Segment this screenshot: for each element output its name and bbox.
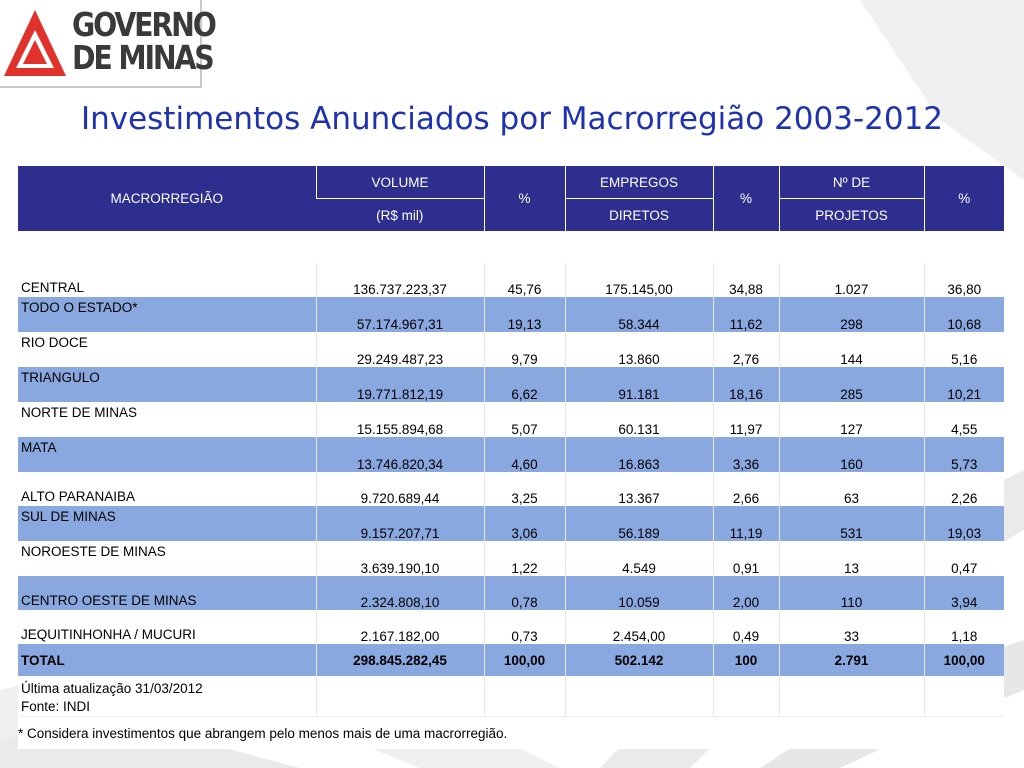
row-pct-volume: 3,06 [484,506,565,541]
row-pct-projetos: 3,94 [924,576,1004,610]
row-projetos: 63 [779,472,924,506]
total-pct-projetos: 100,00 [924,644,1004,676]
row-pct-volume: 3,25 [484,472,565,506]
header-pct-volume: % [484,166,565,231]
row-pct-empregos: 11,97 [713,402,779,437]
table-row [18,610,1004,644]
row-projetos: 160 [779,437,924,472]
row-region-name: CENTRAL [18,263,316,297]
logo-line-1: GOVERNO [72,5,215,44]
row-empregos: 13.367 [565,472,713,506]
row-empregos: 4.549 [565,541,713,576]
row-empregos: 13.860 [565,332,713,367]
header-projetos-sub: PROJETOS [779,199,924,232]
table-row [18,402,1004,437]
row-volume: 15.155.894,68 [316,402,484,437]
row-empregos: 60.131 [565,402,713,437]
row-volume: 2.324.808,10 [316,576,484,610]
investments-table [18,166,1004,749]
table-row [18,332,1004,367]
row-volume: 9.720.689,44 [316,472,484,506]
header-volume-unit: (R$ mil) [316,199,484,232]
total-empregos: 502.142 [565,644,713,676]
row-region-name: NOROESTE DE MINAS [18,541,316,576]
total-pct-empregos: 100 [713,644,779,676]
table-row [18,576,1004,610]
row-pct-volume: 0,73 [484,610,565,644]
row-region-name: CENTRO OESTE DE MINAS [18,576,316,610]
row-pct-empregos: 0,91 [713,541,779,576]
row-pct-projetos: 2,26 [924,472,1004,506]
row-volume: 136.737.223,37 [316,263,484,297]
row-volume: 3.639.190,10 [316,541,484,576]
row-volume: 2.167.182,00 [316,610,484,644]
table-row [18,506,1004,541]
row-volume: 9.157.207,71 [316,506,484,541]
row-pct-projetos: 0,47 [924,541,1004,576]
row-pct-projetos: 1,18 [924,610,1004,644]
row-pct-projetos: 5,73 [924,437,1004,472]
row-projetos: 531 [779,506,924,541]
row-region-name: NORTE DE MINAS [18,402,316,437]
notes-cell [18,676,316,717]
row-pct-projetos: 5,16 [924,332,1004,367]
table-row [18,472,1004,506]
row-pct-volume: 1,22 [484,541,565,576]
row-empregos: 175.145,00 [565,263,713,297]
row-region-name: JEQUITINHONHA / MUCURI [18,610,316,644]
table-row [18,437,1004,472]
last-update-note: Última atualização 31/03/2012 [21,681,203,696]
row-empregos: 58.344 [565,297,713,332]
row-region-name: RIO DOCE [18,332,316,367]
row-projetos: 110 [779,576,924,610]
total-name: TOTAL [18,644,316,676]
total-row [18,644,1004,676]
row-pct-volume: 6,62 [484,367,565,402]
header-pct-projetos: % [924,166,1004,231]
row-pct-projetos: 10,21 [924,367,1004,402]
row-empregos: 10.059 [565,576,713,610]
row-pct-projetos: 10,68 [924,297,1004,332]
row-region-name: MATA [18,437,316,472]
row-pct-empregos: 2,00 [713,576,779,610]
spacer-row [18,231,1004,263]
row-pct-empregos: 3,36 [713,437,779,472]
row-pct-empregos: 2,76 [713,332,779,367]
governo-de-minas-logo [0,0,215,88]
row-empregos: 16.863 [565,437,713,472]
row-region-name: ALTO PARANAIBA [18,472,316,506]
header-row [18,166,1004,199]
row-region-name: SUL DE MINAS [18,506,316,541]
logo-wordmark [72,5,215,77]
row-projetos: 1.027 [779,263,924,297]
row-pct-projetos: 4,55 [924,402,1004,437]
row-pct-volume: 0,78 [484,576,565,610]
row-empregos: 91.181 [565,367,713,402]
row-pct-volume: 9,79 [484,332,565,367]
row-projetos: 298 [779,297,924,332]
row-projetos: 127 [779,402,924,437]
header-volume: VOLUME [316,166,484,199]
row-volume: 19.771.812,19 [316,367,484,402]
logo-line-2: DE MINAS [72,38,213,77]
row-pct-volume: 4,60 [484,437,565,472]
table-row [18,367,1004,402]
row-projetos: 33 [779,610,924,644]
row-pct-empregos: 11,19 [713,506,779,541]
header-projetos: Nº DE [779,166,924,199]
row-volume: 57.174.967,31 [316,297,484,332]
table-row [18,297,1004,332]
row-pct-projetos: 19,03 [924,506,1004,541]
row-pct-projetos: 36,80 [924,263,1004,297]
page-title: Investimentos Anunciados por Macrorregião 2003-2012 [80,101,944,137]
table-row [18,263,1004,297]
row-region-name: TODO O ESTADO* [18,297,316,332]
header-empregos: EMPREGOS [565,166,713,199]
row-pct-empregos: 18,16 [713,367,779,402]
row-pct-empregos: 11,62 [713,297,779,332]
row-pct-volume: 19,13 [484,297,565,332]
row-pct-empregos: 0,49 [713,610,779,644]
source-note: Fonte: INDI [21,699,91,714]
row-projetos: 285 [779,367,924,402]
row-pct-empregos: 34,88 [713,263,779,297]
total-volume: 298.845.282,45 [316,644,484,676]
row-pct-volume: 5,07 [484,402,565,437]
footnote: * Considera investimentos que abrangem pelo menos mais de uma macrorregião. [18,717,1004,750]
notes-row [18,676,1004,717]
row-projetos: 13 [779,541,924,576]
footnote-row [18,717,1004,750]
row-empregos: 56.189 [565,506,713,541]
total-projetos: 2.791 [779,644,924,676]
header-region: MACRORREGIÃO [18,166,316,231]
row-pct-empregos: 2,66 [713,472,779,506]
row-volume: 29.249.487,23 [316,332,484,367]
row-projetos: 144 [779,332,924,367]
total-pct-volume: 100,00 [484,644,565,676]
row-pct-volume: 45,76 [484,263,565,297]
table-row [18,541,1004,576]
header-pct-empregos: % [713,166,779,231]
row-region-name: TRIANGULO [18,367,316,402]
header-empregos-sub: DIRETOS [565,199,713,232]
row-empregos: 2.454,00 [565,610,713,644]
row-volume: 13.746.820,34 [316,437,484,472]
red-triangle-icon [2,8,68,78]
